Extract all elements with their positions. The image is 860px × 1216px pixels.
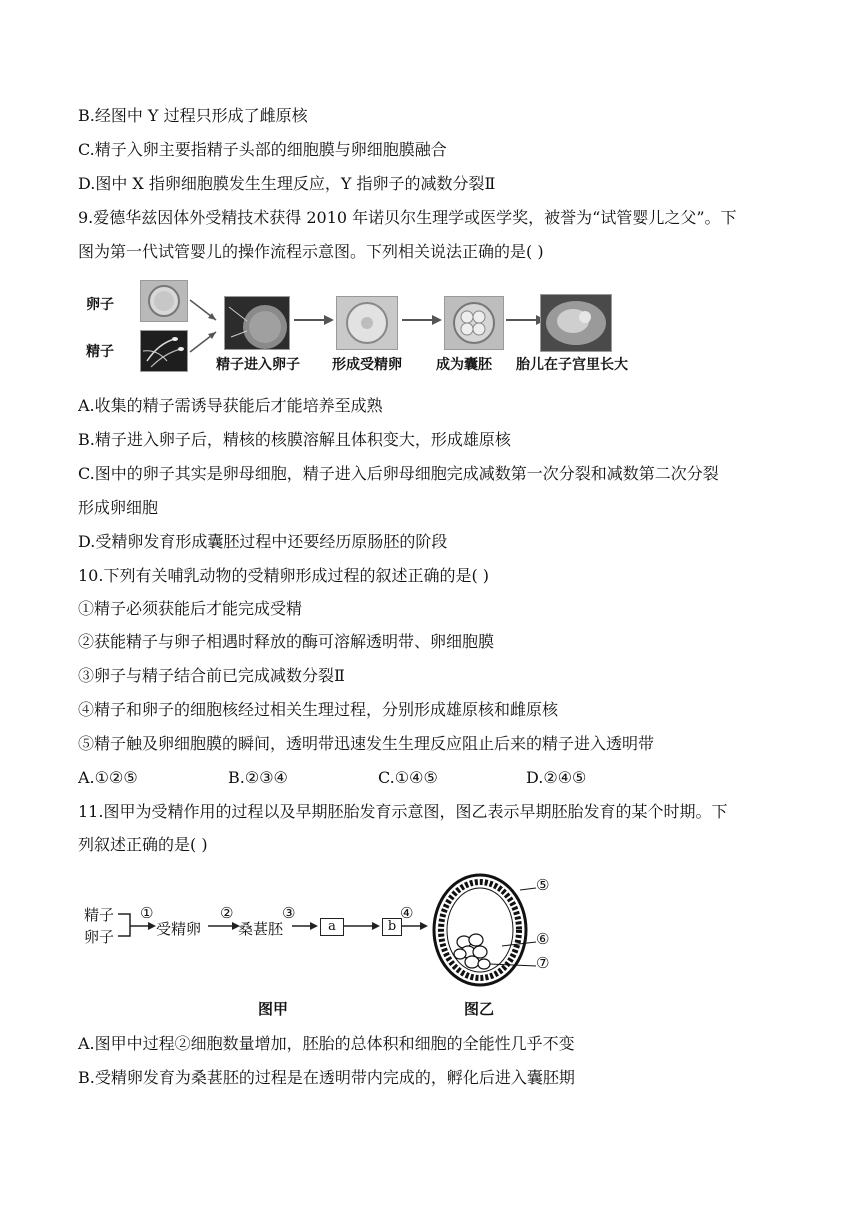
sperm-cells-icon: [141, 331, 187, 371]
q10-item-5: ⑤精子触及卵细胞膜的瞬间，透明带迅速发生生理反应阻止后来的精子进入透明带: [78, 734, 655, 753]
fig11-label-7: ⑦: [536, 954, 550, 972]
q10-option-c: C.①④⑤: [378, 768, 438, 787]
q8-option-d: D.图中 X 指卵细胞膜发生生理反应，Y 指卵子的减数分裂Ⅱ: [78, 174, 496, 193]
step-2-label: 形成受精卵: [332, 357, 402, 373]
sperm-image: [140, 330, 188, 372]
egg-image: [140, 280, 188, 322]
sperm-entering-egg-image: [224, 296, 290, 350]
fig11-label-6: ⑥: [536, 930, 550, 948]
fig11-box-b: b: [382, 918, 402, 936]
fig11-caption-a: 图甲: [258, 1000, 289, 1018]
q9-stem-line2: 图为第一代试管婴儿的操作流程示意图。下列相关说法正确的是( ): [78, 242, 544, 261]
fetus-icon: [541, 295, 611, 351]
q9-option-d: D.受精卵发育形成囊胚过程中还要经历原肠胚的阶段: [78, 532, 448, 551]
sperm-label: 精子: [86, 344, 114, 360]
blastocyst-diagram: [432, 870, 542, 988]
q10-item-3: ③卵子与精子结合前已完成减数分裂Ⅱ: [78, 666, 345, 685]
q11-stem-line1: 11.图甲为受精作用的过程以及早期胚胎发育示意图，图乙表示早期胚胎发育的某个时期。下: [78, 802, 728, 821]
egg-cell-icon: [141, 281, 187, 321]
q9-stem-line1: 9.爱德华兹因体外受精技术获得 2010 年诺贝尔生理学或医学奖，被誉为“试管婴儿之父”。下: [78, 208, 737, 227]
zygote-icon: [337, 297, 397, 349]
q9-option-b: B.精子进入卵子后，精核的核膜溶解且体积变大，形成雄原核: [78, 430, 511, 449]
q10-option-b: B.②③④: [228, 768, 288, 787]
fig11-step2-num: ②: [220, 904, 234, 922]
zygote-image: [336, 296, 398, 350]
fig11-box-a: a: [320, 918, 344, 936]
fig11-sperm-label: 精子: [84, 906, 115, 924]
fig11-step3-num: ③: [282, 904, 296, 922]
q9-option-c-cont: 形成卵细胞: [78, 498, 159, 517]
ivf-flow-figure: [80, 276, 660, 376]
fig11-zygote-label: 受精卵: [156, 920, 202, 938]
q10-item-2: ②获能精子与卵子相遇时释放的酶可溶解透明带、卵细胞膜: [78, 632, 495, 651]
fig11-caption-b: 图乙: [464, 1000, 495, 1018]
blastocyst-icon: [445, 297, 503, 349]
q8-option-c: C.精子入卵主要指精子头部的细胞膜与卵细胞膜融合: [78, 140, 447, 159]
q11-option-b: B.受精卵发育为桑葚胚的过程是在透明带内完成的，孵化后进入囊胚期: [78, 1068, 575, 1087]
q10-option-a: A.①②⑤: [78, 768, 138, 787]
fig11-egg-label: 卵子: [84, 928, 115, 946]
fig11-morula-label: 桑葚胚: [238, 920, 284, 938]
sperm-entering-icon: [225, 297, 289, 349]
q11-stem-line2: 列叙述正确的是( ): [78, 835, 208, 854]
fig11-label-5: ⑤: [536, 876, 550, 894]
step-1-label: 精子进入卵子: [216, 357, 300, 373]
arrow-2: [402, 314, 442, 326]
q9-option-c: C.图中的卵子其实是卵母细胞，精子进入后卵母细胞完成减数第一次分裂和减数第二次分裂: [78, 464, 719, 483]
step-3-label: 成为囊胚: [436, 357, 492, 373]
embryo-development-figure: [80, 866, 580, 1026]
fig11-step1-num: ①: [140, 904, 154, 922]
q8-option-b: B.经图中 Y 过程只形成了雌原核: [78, 106, 308, 125]
q10-stem: 10.下列有关哺乳动物的受精卵形成过程的叙述正确的是( ): [78, 566, 490, 585]
q10-item-1: ①精子必须获能后才能完成受精: [78, 599, 303, 618]
fig11-step4-num: ④: [400, 904, 414, 922]
q10-item-4: ④精子和卵子的细胞核经过相关生理过程，分别形成雄原核和雌原核: [78, 700, 559, 719]
blastocyst-image: [444, 296, 504, 350]
q10-options: [78, 768, 778, 788]
q11-option-a: A.图甲中过程②细胞数量增加，胚胎的总体积和细胞的全能性几乎不变: [78, 1034, 575, 1053]
arrow-1: [294, 314, 334, 326]
step-4-label: 胎儿在子宫里长大: [516, 357, 628, 373]
q10-option-d: D.②④⑤: [526, 768, 587, 787]
q9-option-a: A.收集的精子需诱导获能后才能培养至成熟: [78, 396, 383, 415]
egg-label: 卵子: [86, 297, 114, 313]
fetus-image: [540, 294, 612, 352]
